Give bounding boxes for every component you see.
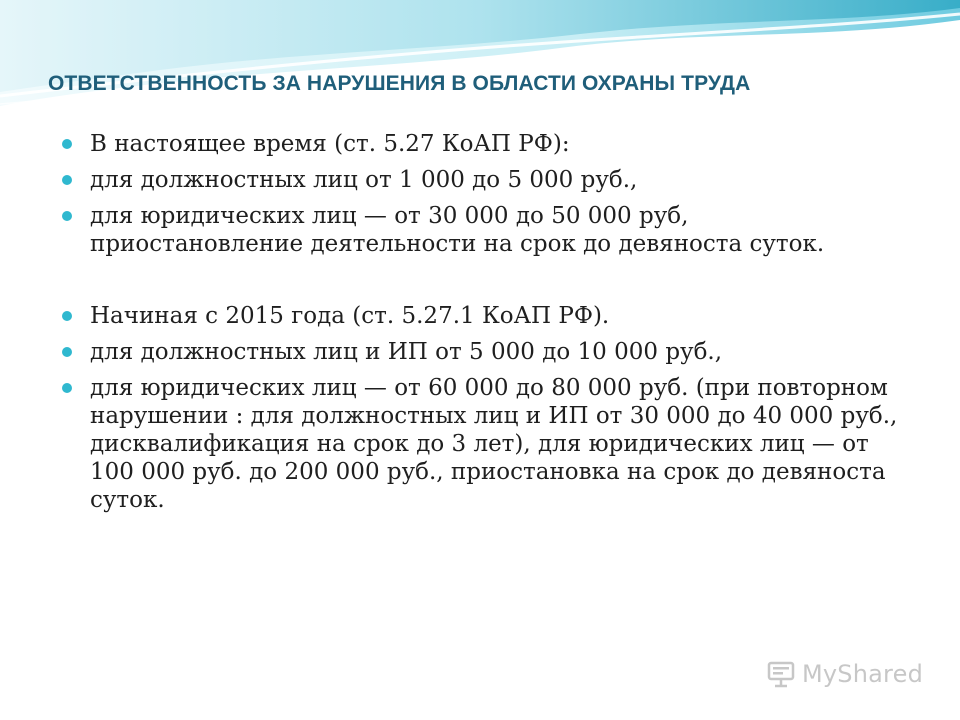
header-wave-decoration: [0, 0, 960, 140]
bullet-dot-icon: [62, 139, 72, 149]
bullet-text: для должностных лиц от 1 000 до 5 000 руб.,: [90, 167, 638, 193]
list-item: [62, 202, 902, 258]
bullet-text: для должностных лиц и ИП от 5 000 до 10 000 руб.,: [90, 339, 723, 365]
list-item: [62, 338, 902, 366]
bullet-text: Начиная с 2015 года (ст. 5.27.1 КоАП РФ).: [90, 303, 610, 329]
myshared-watermark: [766, 656, 923, 692]
bullet-dot-icon: [62, 311, 72, 321]
bullet-dot-icon: [62, 211, 72, 221]
bullet-text: В настоящее время (ст. 5.27 КоАП РФ):: [90, 131, 570, 157]
bullet-list: [62, 130, 902, 522]
bullet-text: для юридических лиц — от 30 000 до 50 000 руб, приостановление деятельности на срок до девяноста суток.: [90, 203, 825, 257]
bullet-text: для юридических лиц — от 60 000 до 80 000 руб. (при повторном нарушении : для должностных лиц и ИП от 30 000 до 40 000 руб., дисквалификация на срок до 3 лет), для юридических лиц — от 100 000 руб. до 200 000 руб., приостановка на срок до девяноста суток.: [90, 375, 898, 513]
list-item: [62, 374, 902, 514]
presentation-board-icon: [766, 659, 796, 689]
list-item: [62, 302, 902, 330]
watermark-text: MyShared: [802, 660, 924, 688]
slide-title: ОТВЕТСТВЕННОСТЬ ЗА НАРУШЕНИЯ В ОБЛАСТИ ОХРАНЫ ТРУДА: [48, 72, 751, 95]
list-item: [62, 166, 902, 194]
bullet-dot-icon: [62, 175, 72, 185]
bullet-dot-icon: [62, 347, 72, 357]
bullet-dot-icon: [62, 383, 72, 393]
list-item: [62, 130, 902, 158]
